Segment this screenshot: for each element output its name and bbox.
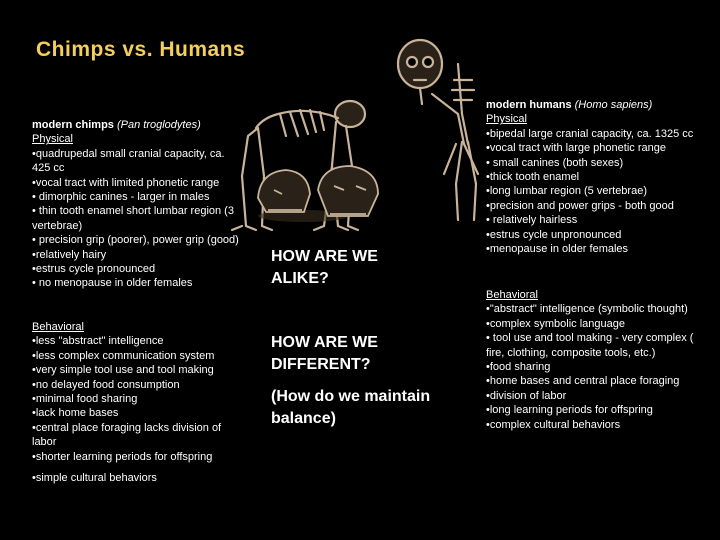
humans-physical-item: •bipedal large cranial capacity, ca. 1325 cc bbox=[486, 127, 694, 140]
chimps-final-item: •simple cultural behaviors bbox=[32, 472, 157, 485]
humans-physical-item: • relatively hairless bbox=[486, 214, 578, 227]
chimps-behavioral-section bbox=[32, 320, 244, 485]
chimps-physical-item: •relatively hairy bbox=[32, 248, 107, 261]
humans-physical-item: •vocal tract with large phonetic range bbox=[486, 142, 666, 155]
question-balance: (How do we maintain balance) bbox=[271, 388, 431, 427]
chimps-behavioral-item: •shorter learning periods for offspring bbox=[32, 450, 213, 463]
human-skeleton-illustration bbox=[372, 24, 492, 224]
humans-latin-name: (Homo sapiens) bbox=[574, 99, 653, 111]
question-alike: HOW ARE WE ALIKE? bbox=[271, 248, 378, 287]
chimps-behavioral-item: •no delayed food consumption bbox=[32, 378, 180, 391]
chimps-column bbox=[32, 118, 244, 291]
chimps-physical-item: •quadrupedal small cranial capacity, ca. 425 cc bbox=[32, 147, 225, 175]
chimps-physical-item: •estrus cycle pronounced bbox=[32, 263, 156, 276]
chimps-physical-item: • no menopause in older females bbox=[32, 277, 193, 290]
chimps-behavioral-item: •less "abstract" intelligence bbox=[32, 335, 164, 348]
humans-behavioral-item: •"abstract" intelligence (symbolic thought) bbox=[486, 303, 688, 316]
humans-behavioral-label: Behavioral bbox=[486, 289, 538, 301]
humans-behavioral-item: •long learning periods for offspring bbox=[486, 404, 653, 417]
humans-behavioral-item: •food sharing bbox=[486, 361, 551, 374]
humans-physical-item: •estrus cycle unpronounced bbox=[486, 228, 622, 241]
chimps-physical-item: • thin tooth enamel short lumbar region (3 vertebrae) bbox=[32, 205, 234, 232]
humans-heading-text: modern humans bbox=[486, 99, 572, 111]
humans-column bbox=[486, 98, 708, 256]
humans-physical-item: •precision and power grips - both good bbox=[486, 199, 674, 212]
humans-behavioral-item: •home bases and central place foraging bbox=[486, 375, 680, 388]
humans-behavioral-section bbox=[486, 288, 708, 432]
humans-behavioral-item: • tool use and tool making - very complex ( fire, clothing, composite tools, etc.) bbox=[486, 332, 694, 359]
humans-physical-item: • small canines (both sexes) bbox=[486, 156, 624, 169]
humans-behavioral-item: •complex symbolic language bbox=[486, 317, 625, 330]
chimps-behavioral-item: •less complex communication system bbox=[32, 349, 215, 362]
chimps-physical-item: • dimorphic canines - larger in males bbox=[32, 191, 210, 204]
humans-heading bbox=[486, 98, 708, 112]
chimps-behavioral-label: Behavioral bbox=[32, 321, 84, 333]
chimps-behavioral-item: •lack home bases bbox=[32, 407, 119, 420]
slide-title: Chimps vs. Humans bbox=[36, 38, 246, 61]
chimps-behavioral-item: •very simple tool use and tool making bbox=[32, 364, 214, 377]
chimps-behavioral-item: •central place foraging lacks division of labor bbox=[32, 421, 222, 449]
question-different: HOW ARE WE DIFFERENT? bbox=[271, 334, 378, 373]
humans-behavioral-item: •division of labor bbox=[486, 389, 567, 402]
humans-behavioral-item: •complex cultural behaviors bbox=[486, 418, 621, 431]
humans-physical-item: •menopause in older females bbox=[486, 243, 629, 256]
chimps-latin-name: (Pan troglodytes) bbox=[116, 119, 201, 131]
humans-physical-item: •long lumbar region (5 vertebrae) bbox=[486, 185, 647, 198]
humans-physical-item: •thick tooth enamel bbox=[486, 171, 580, 184]
chimps-physical-item: • precision grip (poorer), power grip (good) bbox=[32, 234, 239, 247]
chimps-heading-text: modern chimps bbox=[32, 119, 114, 131]
chimps-physical-item: •vocal tract with limited phonetic range bbox=[32, 176, 220, 189]
chimps-behavioral-item: •minimal food sharing bbox=[32, 393, 138, 406]
chimps-physical-label: Physical bbox=[32, 133, 73, 146]
humans-physical-label: Physical bbox=[486, 113, 527, 126]
chimps-heading bbox=[32, 118, 244, 132]
